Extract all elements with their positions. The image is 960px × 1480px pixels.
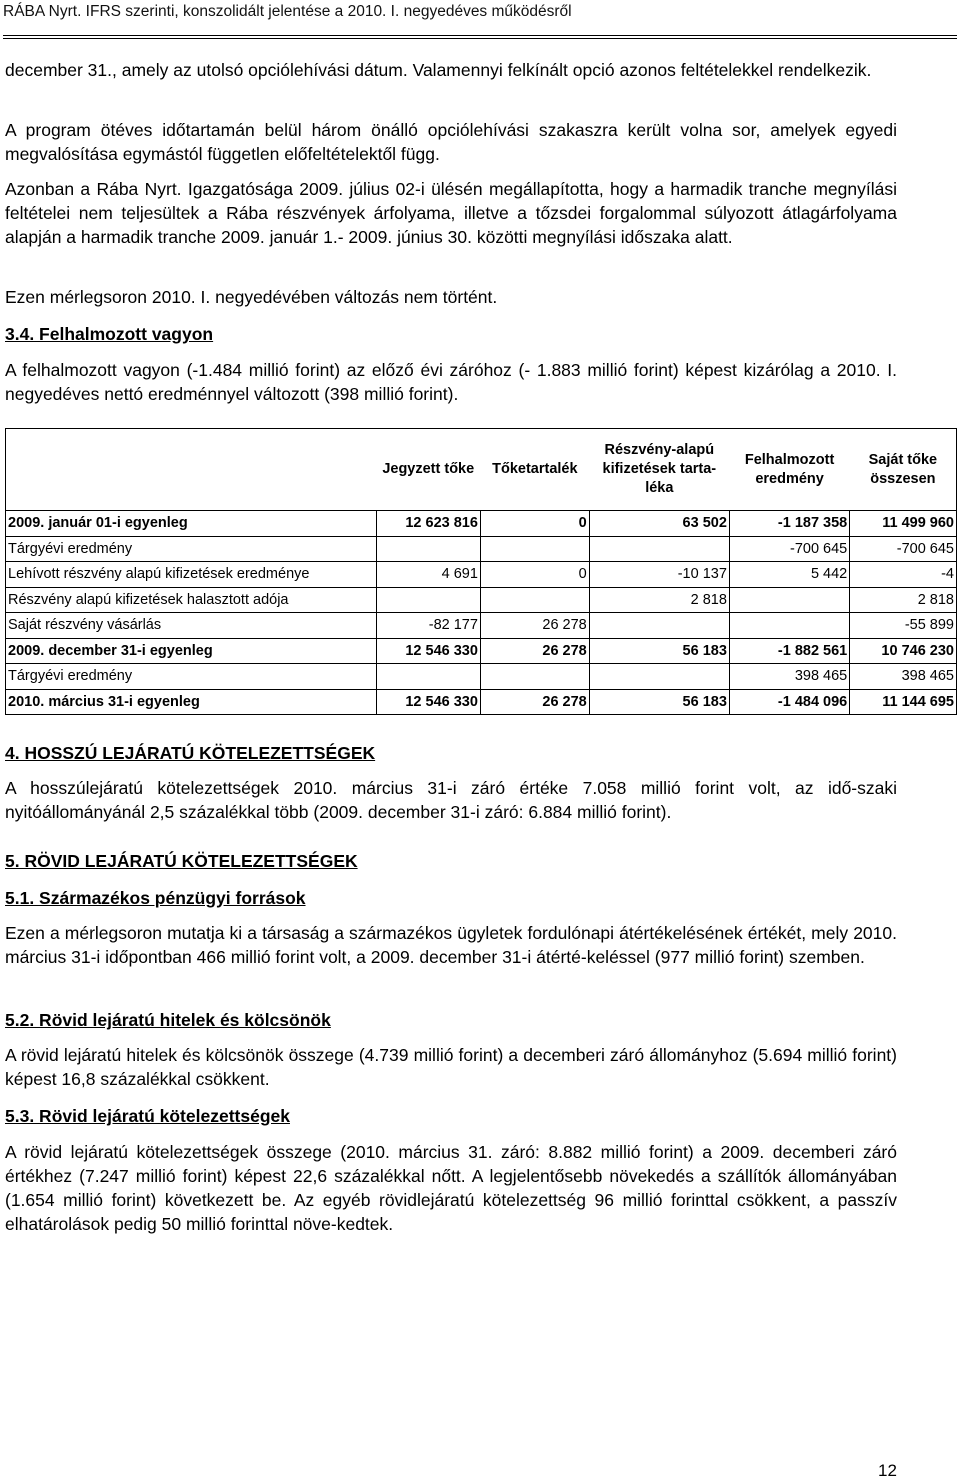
header-cell-total-equity: Saját tőke összesen: [850, 429, 957, 511]
equity-table-header: [6, 429, 957, 511]
page-header: RÁBA Nyrt. IFRS szerinti, konszolidált jelentése a 2010. I. negyedéves működésről: [3, 3, 572, 20]
table-cell: [729, 587, 849, 613]
table-row: [6, 638, 957, 664]
table-cell: 56 183: [589, 689, 729, 715]
table-cell: [589, 536, 729, 562]
paragraph-long-term-liabilities: A hosszúlejáratú kötelezettségek 2010. március 31-i záró értéke 7.058 millió forint volt, az idő-szaki nyitóállományánál 2,5 százalékkal több (2009. december 31-i záró: 6.884 millió forint).: [5, 778, 897, 822]
row-label: Részvény alapú kifizetések halasztott adója: [6, 587, 377, 613]
row-label: 2009. január 01-i egyenleg: [6, 511, 377, 537]
table-cell: -55 899: [850, 613, 957, 639]
table-cell: [729, 613, 849, 639]
table-cell: 398 465: [850, 664, 957, 690]
paragraph-short-term-liabilities: A rövid lejáratú kötelezettségek összege (2010. március 31. záró: 8.882 millió forint) a 2009. decemberi záró értékhez (7.247 millió forint) képest 22,6 százalékkal nőtt. A legjelentősebb növekedés a szállítók állományában (1.654 millió forint) következett be. Az egyéb rövidlejáratú kötelezettség 96 millió forinttal csökkent, a passzív elhatárolások pedig 50 millió forinttal növe-kedtek.: [5, 1142, 897, 1234]
heading-4: 4. HOSSZÚ LEJÁRATÚ KÖTELEZETTSÉGEK: [5, 743, 376, 763]
header-cell-capital-reserve: Tőketartalék: [480, 429, 589, 511]
table-cell: [480, 536, 589, 562]
table-cell: -700 645: [729, 536, 849, 562]
table-cell: [589, 664, 729, 690]
table-row: [6, 613, 957, 639]
table-row: [6, 562, 957, 588]
heading-3-4: 3.4. Felhalmozott vagyon: [5, 324, 214, 344]
table-cell: -10 137: [589, 562, 729, 588]
table-cell: -1 484 096: [729, 689, 849, 715]
row-label: 2010. március 31-i egyenleg: [6, 689, 377, 715]
table-row: [6, 511, 957, 537]
heading-5-2: 5.2. Rövid lejáratú hitelek és kölcsönök: [5, 1010, 331, 1030]
table-cell: 0: [480, 562, 589, 588]
paragraph-short-term-loans: A rövid lejáratú hitelek és kölcsönök összege (4.739 millió forint) a decemberi záró állományhoz (5.694 millió forint) képest 16,8 százalékkal csökkent.: [5, 1045, 897, 1089]
table-cell: 2 818: [589, 587, 729, 613]
table-cell: 56 183: [589, 638, 729, 664]
page-number: 12: [878, 1461, 897, 1480]
row-label: Lehívott részvény alapú kifizetések eredménye: [6, 562, 377, 588]
table-cell: 11 144 695: [850, 689, 957, 715]
table-cell: [376, 664, 480, 690]
paragraph-option-date: december 31., amely az utolsó opciólehívási dátum. Valamennyi felkínált opció azonos feltételekkel rendelkezik.: [5, 60, 872, 80]
table-row: [6, 587, 957, 613]
paragraph-program: A program ötéves időtartamán belül három önálló opciólehívási szakaszra került volna sor, amelyek egyedi megvalósítása egymástól független előfeltételektől függ.: [5, 120, 897, 164]
equity-table: [5, 428, 957, 715]
header-rule-secondary: [3, 38, 957, 39]
paragraph-accumulated-wealth: A felhalmozott vagyon (-1.484 millió forint) az előző évi záróhoz (- 1.883 millió forint) képest kizárólag a 2010. I. negyedéves nettó eredménnyel változott (398 millió forint).: [5, 360, 897, 404]
table-cell: 26 278: [480, 638, 589, 664]
row-label: Tárgyévi eredmény: [6, 536, 377, 562]
header-rule: [3, 35, 957, 36]
table-cell: 4 691: [376, 562, 480, 588]
table-cell: -82 177: [376, 613, 480, 639]
table-cell: -4: [850, 562, 957, 588]
row-label: 2009. december 31-i egyenleg: [6, 638, 377, 664]
table-cell: 12 623 816: [376, 511, 480, 537]
table-cell: [480, 587, 589, 613]
table-cell: 10 746 230: [850, 638, 957, 664]
table-cell: 0: [480, 511, 589, 537]
table-cell: 2 818: [850, 587, 957, 613]
table-cell: 26 278: [480, 689, 589, 715]
table-row: [6, 689, 957, 715]
paragraph-derivatives: Ezen a mérlegsoron mutatja ki a társaság a származékos ügyletek fordulónapi átértékelésének értékét, mely 2010. március 31-i időpontban 466 millió forint volt, a 2009. december 31-i átérté-keléssel (977 millió forint) szemben.: [5, 923, 897, 967]
table-cell: -1 882 561: [729, 638, 849, 664]
table-cell: -700 645: [850, 536, 957, 562]
table-cell: 398 465: [729, 664, 849, 690]
row-label: Saját részvény vásárlás: [6, 613, 377, 639]
paragraph-board-decision: Azonban a Rába Nyrt. Igazgatósága 2009. július 02-i ülésén megállapította, hogy a harmadik tranche megnyílási feltételei nem teljesültek a Rába részvények árfolyama, illetve a tőzsdei forgalommal súlyozott átlagárfolyama alapján a harmadik tranche 2009. január 1.- 2009. június 30. közötti megnyílási időszaka alatt.: [5, 179, 897, 247]
table-cell: [376, 536, 480, 562]
table-cell: 5 442: [729, 562, 849, 588]
row-label: Tárgyévi eredmény: [6, 664, 377, 690]
table-cell: 63 502: [589, 511, 729, 537]
heading-5-3: 5.3. Rövid lejáratú kötelezettségek: [5, 1106, 290, 1126]
table-cell: [480, 664, 589, 690]
table-cell: 12 546 330: [376, 638, 480, 664]
table-cell: [376, 587, 480, 613]
heading-5: 5. RÖVID LEJÁRATÚ KÖTELEZETTSÉGEK: [5, 851, 358, 871]
table-cell: 12 546 330: [376, 689, 480, 715]
table-cell: 11 499 960: [850, 511, 957, 537]
header-cell-registered-capital: Jegyzett tőke: [376, 429, 480, 511]
paragraph-no-change: Ezen mérlegsoron 2010. I. negyedévében változás nem történt.: [5, 287, 498, 307]
header-cell-label: [6, 429, 377, 511]
header-cell-share-based-reserve: Részvény-alapú kifizetések tarta-léka: [589, 429, 729, 511]
heading-5-1: 5.1. Származékos pénzügyi források: [5, 888, 306, 908]
table-cell: -1 187 358: [729, 511, 849, 537]
table-row: [6, 664, 957, 690]
table-cell: [589, 613, 729, 639]
table-row: [6, 536, 957, 562]
header-cell-retained-earnings: Felhalmozott eredmény: [729, 429, 849, 511]
table-cell: 26 278: [480, 613, 589, 639]
